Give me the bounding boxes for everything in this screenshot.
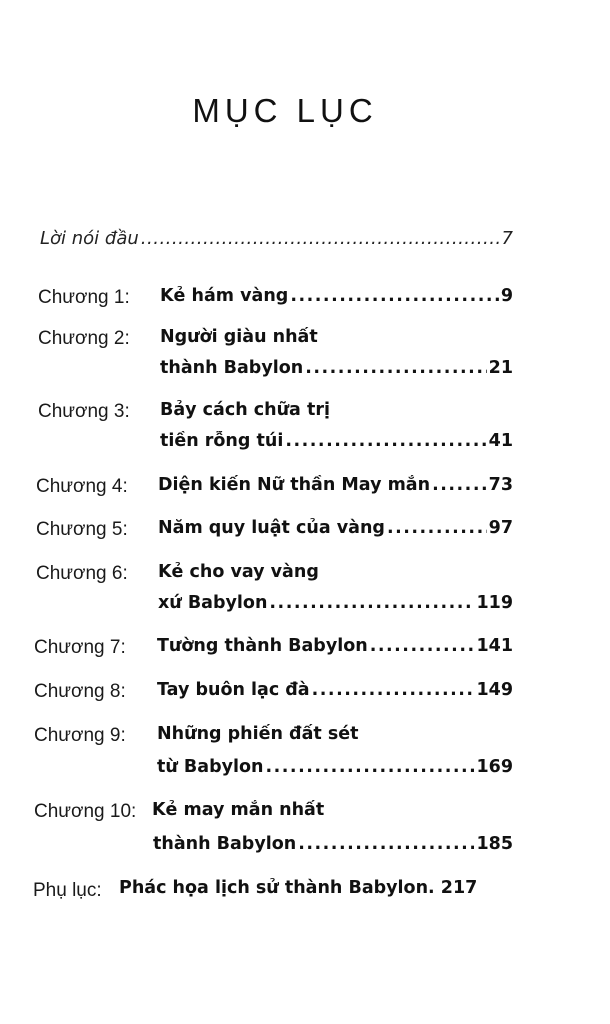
page-number: 169 — [476, 757, 513, 777]
toc-entry-line — [40, 228, 513, 249]
toc-entry-chapter-6[interactable] — [0, 562, 610, 622]
entry-title-cont: tiền rỗng túi — [160, 431, 284, 451]
toc-entry-line — [158, 593, 513, 613]
toc-entry-line — [160, 286, 513, 306]
dot-leader — [432, 475, 487, 495]
chapter-label: Chương 2: — [38, 328, 130, 349]
dot-leader: . — [428, 878, 441, 898]
toc-entry-line — [157, 757, 513, 777]
page-title: MỤC LỤC — [192, 92, 378, 129]
entry-title: Phác họa lịch sử thành Babylon — [119, 878, 429, 898]
entry-title: Tường thành Babylon — [157, 636, 368, 656]
page-number: 9 — [500, 286, 513, 306]
toc-entry-line — [160, 327, 318, 347]
chapter-label: Chương 1: — [38, 287, 130, 308]
toc-entry-chapter-8[interactable] — [0, 680, 610, 710]
entry-title-cont: từ Babylon — [157, 757, 264, 777]
dot-leader — [290, 286, 498, 306]
entry-title: Tay buôn lạc đà — [157, 680, 310, 700]
page-number: 7 — [501, 228, 513, 249]
entry-title: Những phiến đất sét — [157, 724, 359, 744]
toc-entry-chapter-4[interactable] — [0, 475, 610, 505]
page-number: 149 — [476, 680, 513, 700]
toc-entry-line — [157, 680, 513, 700]
page-number: 21 — [488, 358, 513, 378]
toc-entry-line — [160, 400, 330, 420]
page-number: 185 — [476, 834, 513, 854]
dot-leader — [305, 358, 486, 378]
chapter-label: Chương 4: — [36, 476, 128, 497]
toc-entry-line — [158, 518, 513, 538]
entry-title: Lời nói đầu — [40, 228, 139, 249]
toc-entry-chapter-7[interactable] — [0, 636, 610, 666]
toc-entry-line — [158, 562, 319, 582]
dot-leader — [387, 518, 487, 538]
toc-entry-intro[interactable] — [0, 228, 610, 258]
entry-title: Người giàu nhất — [160, 327, 318, 347]
chapter-label: Chương 6: — [36, 563, 128, 584]
page-number: 141 — [476, 636, 513, 656]
page-number: 97 — [488, 518, 513, 538]
toc-entry-line — [157, 724, 359, 744]
entry-title: Kẻ cho vay vàng — [158, 562, 319, 582]
dot-leader — [265, 757, 474, 777]
page-number: 73 — [488, 475, 513, 495]
chapter-label: Chương 9: — [34, 725, 126, 746]
dot-leader — [298, 834, 474, 854]
chapter-label: Chương 7: — [34, 637, 126, 658]
toc-entry-line — [160, 358, 513, 378]
toc-entry-chapter-9[interactable] — [0, 724, 610, 784]
toc-entry-line — [152, 800, 324, 820]
dot-leader — [312, 680, 475, 700]
entry-title: Diện kiến Nữ thần May mắn — [158, 475, 431, 495]
entry-title-cont: xứ Babylon — [158, 593, 268, 613]
page-number: 119 — [476, 593, 513, 613]
entry-title: Kẻ hám vàng — [160, 286, 289, 306]
toc-entry-chapter-10[interactable] — [0, 800, 610, 860]
toc-entry-chapter-2[interactable] — [0, 327, 610, 387]
dot-leader — [285, 431, 486, 451]
dot-leader — [141, 228, 500, 249]
dot-leader — [269, 593, 474, 613]
toc-entry-line — [157, 636, 513, 656]
appendix-label: Phụ lục: — [33, 880, 102, 901]
toc-entry-appendix[interactable] — [0, 878, 610, 908]
toc-entry-chapter-3[interactable] — [0, 400, 610, 460]
entry-title-cont: thành Babylon — [153, 834, 297, 854]
entry-title: Kẻ may mắn nhất — [152, 800, 325, 820]
chapter-label: Chương 3: — [38, 401, 130, 422]
toc-entry-line — [160, 431, 513, 451]
toc-entry-line — [153, 834, 513, 854]
toc-entry-line — [119, 878, 513, 898]
chapter-label: Chương 10: — [34, 801, 137, 822]
page-number: 41 — [488, 431, 513, 451]
page-number: 217 — [440, 878, 478, 898]
entry-title: Năm quy luật của vàng — [158, 518, 385, 538]
toc-entry-chapter-5[interactable] — [0, 518, 610, 548]
chapter-label: Chương 5: — [36, 519, 128, 540]
toc-entry-line — [158, 475, 513, 495]
dot-leader — [370, 636, 475, 656]
entry-title: Bảy cách chữa trị — [160, 400, 330, 420]
chapter-label: Chương 8: — [34, 681, 126, 702]
entry-title-cont: thành Babylon — [160, 358, 304, 378]
toc-entry-chapter-1[interactable] — [0, 286, 610, 316]
